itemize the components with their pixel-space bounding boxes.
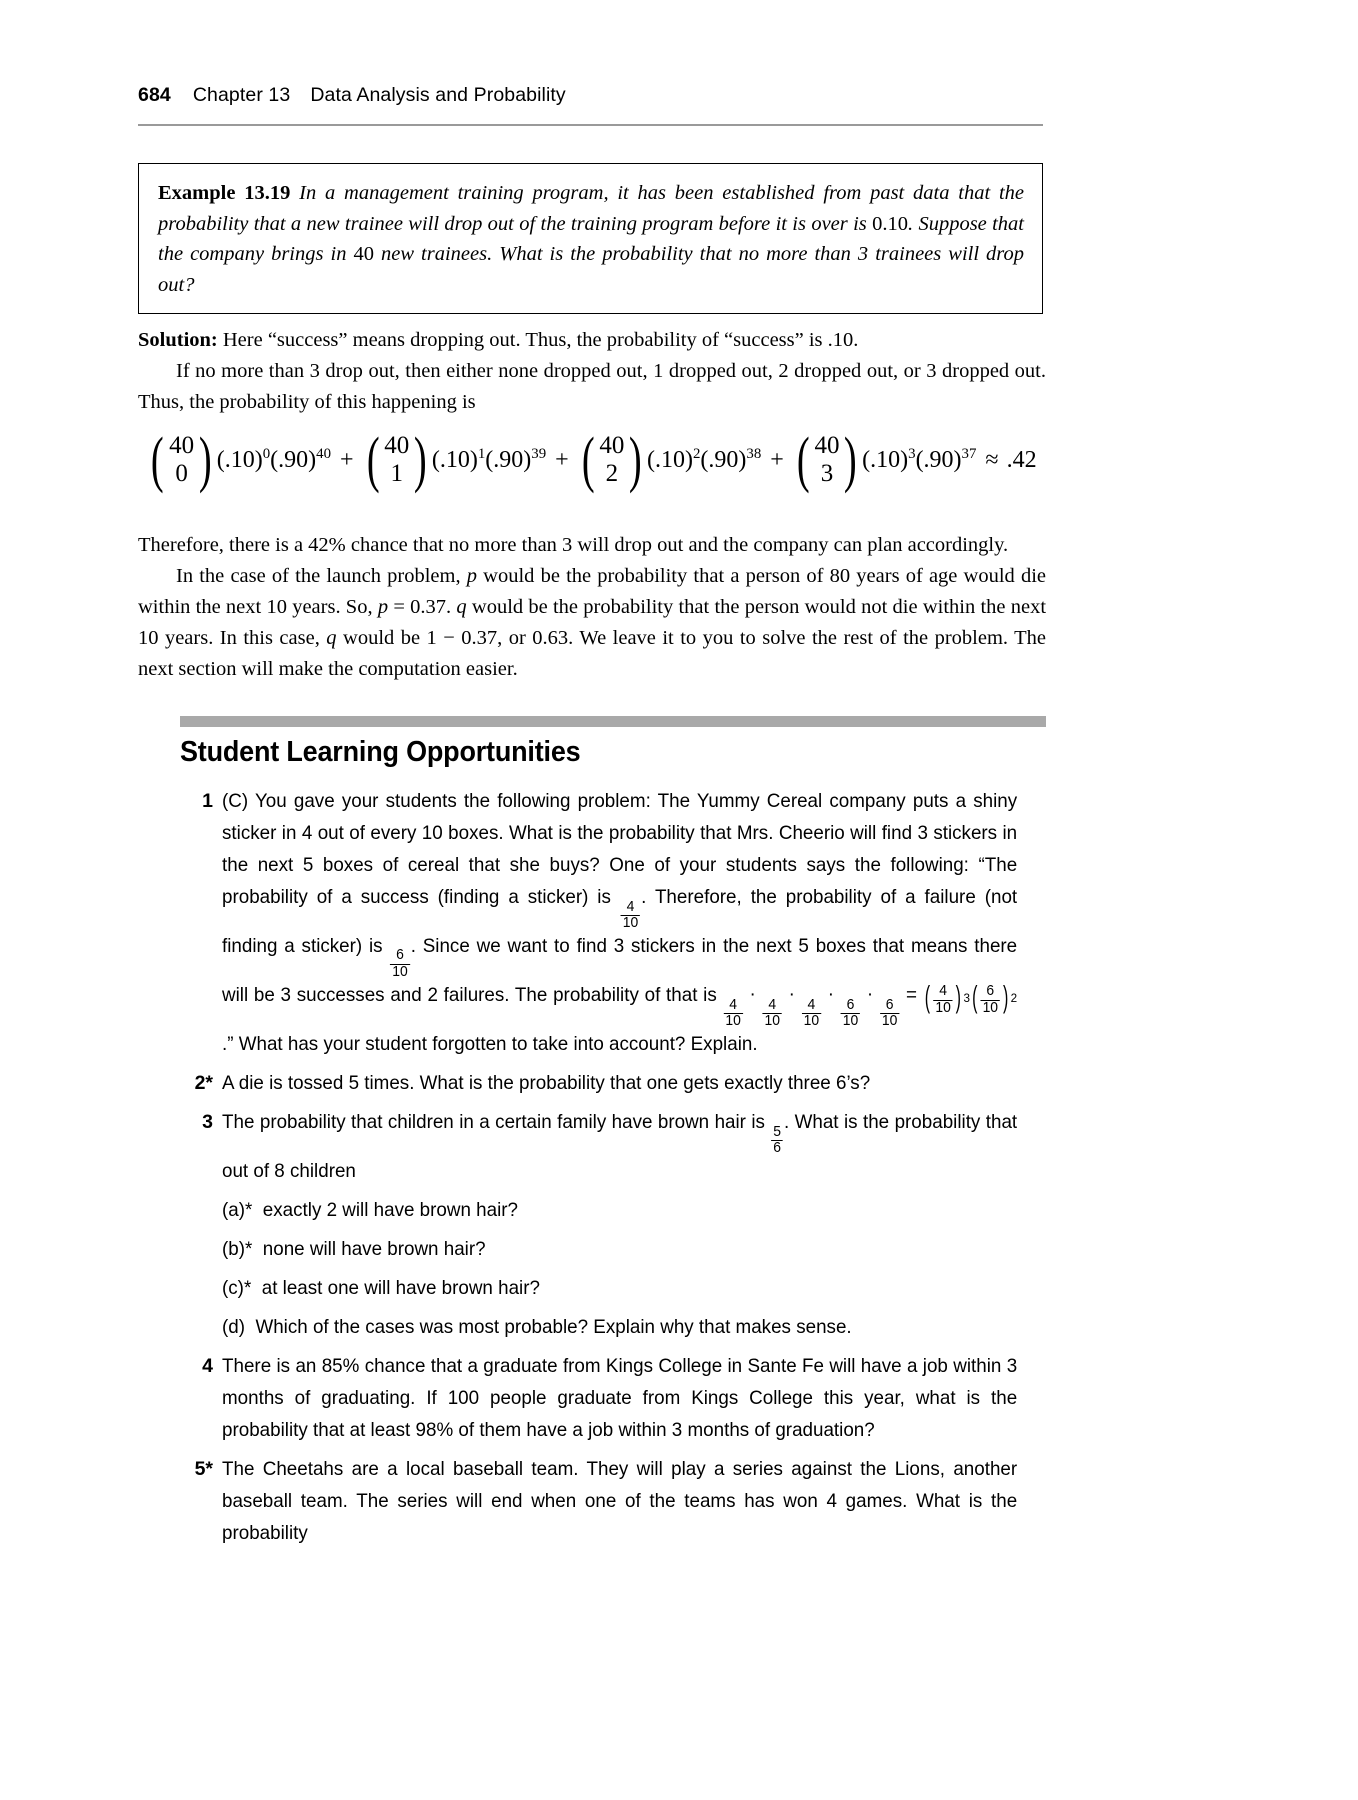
exercise-list	[180, 785, 1046, 1556]
exercise-number: 1	[202, 790, 213, 812]
binomial-coefficient	[363, 425, 431, 494]
paren-right: )	[1003, 981, 1009, 1015]
fraction	[981, 984, 1000, 1016]
exercise-item	[180, 1453, 1046, 1549]
subitem-body	[222, 1194, 1017, 1226]
exercise-text: (C) You gave your students the following problem: The Yummy Cereal company puts a shiny sticker in 4 out of every 10 boxes. What is the probability that Mrs. Cheerio will find 3 stickers in the next 5 boxes of cereal that she buys? One of your students says the following: “The probability of a success (finding a sticker) is $\frac{4}{10}$ . Therefore, the probability of a failure (not finding a sticker) is $\frac{6}{10}$ . Since we want to find 3 stickers in the next 5 boxes that means there will be 3 successes and 2 failures. The probability of that is $\frac{4}{10}$ · $\frac{4}{10}$ · $\frac{4}{10}$ · $\frac{6}{10}$ · $\frac{6}{10}$ = ( $\frac{4}{10}$ ) 3 ( $\frac{6}{10}$ ) 2 .” What has your student forgotten to take into account? Explain.	[222, 790, 1018, 1055]
example-value-2: 40	[353, 243, 374, 265]
paren-right: )	[198, 425, 212, 494]
running-head	[138, 84, 1043, 107]
paren-right: )	[844, 425, 858, 494]
conclusion-paragraph-2	[138, 561, 1046, 685]
exercise-number: 2*	[194, 1071, 213, 1094]
multiplication-dot: ·	[788, 983, 795, 1006]
plus-operator: +	[555, 446, 569, 473]
multiplication-dot: ·	[866, 983, 874, 1006]
chapter-label: Chapter 13	[192, 84, 291, 106]
variable-q-1: q	[456, 596, 467, 618]
solution-label: Solution:	[138, 329, 218, 351]
binomial-k: 1	[390, 460, 403, 487]
example-label: Example 13.19	[158, 182, 291, 204]
page-number: 684	[138, 84, 171, 106]
paren-right: )	[955, 981, 962, 1015]
fraction-denominator: 10	[392, 963, 408, 980]
solution-text-1: Here “success” means dropping out. Thus, the probability of “success” is .10.	[217, 329, 859, 351]
subitem-label: (c)*	[222, 1276, 262, 1299]
fraction	[880, 998, 899, 1030]
exercise-subitem	[180, 1311, 1046, 1343]
fraction	[763, 998, 782, 1030]
exercise-subitem	[180, 1194, 1046, 1226]
section-divider-bar	[180, 716, 1046, 727]
fraction-numerator: 6	[986, 983, 995, 1000]
exercise-item	[180, 785, 1046, 1060]
subitem-body	[222, 1233, 1017, 1265]
conclusion-block	[138, 530, 1046, 685]
subitem-text: none will have brown hair?	[262, 1237, 486, 1260]
subitem-body	[222, 1311, 1017, 1343]
exponent: 2	[1010, 991, 1018, 1006]
exercise-text: The probability that children in a certain family have brown hair is $\frac{5}{6}$ . What is the probability that out of 8 children	[222, 1110, 1018, 1182]
example-paragraph	[158, 178, 1024, 300]
fraction	[802, 998, 821, 1030]
binomial-stack	[168, 432, 195, 488]
exercise-item	[180, 1067, 1046, 1099]
variable-q-2: q	[326, 627, 337, 649]
fraction	[771, 1125, 783, 1157]
subitem-body	[222, 1272, 1017, 1304]
conclusion-text-e: would be 1 − 0.37, or 0.63. We leave it to you to solve the rest of the problem. The next section will make the computation easier.	[138, 627, 1046, 680]
subitem-text: Which of the cases was most probable? Explain why that makes sense.	[255, 1315, 852, 1338]
variable-p-1: p	[466, 565, 477, 587]
conclusion-text-b: would be the probability that a person of 80 years of age would die within the next 10 years. So,	[138, 565, 1047, 618]
binomial-k: 3	[820, 460, 834, 487]
formula-result: .42	[1006, 446, 1037, 473]
conclusion-paragraph-1: Therefore, there is a 42% chance that no more than 3 will drop out and the company can plan accordingly.	[138, 534, 1009, 556]
fraction-denominator: 10	[935, 999, 951, 1016]
subitem-label: (a)*	[222, 1198, 263, 1221]
fraction	[621, 900, 640, 932]
fraction	[841, 998, 860, 1030]
binomial-stack	[598, 432, 625, 488]
subitem-text: at least one will have brown hair?	[261, 1276, 540, 1299]
paren-right: )	[414, 425, 427, 494]
parenthesized-fraction-power	[923, 982, 970, 1014]
example-box	[138, 163, 1043, 314]
plus-operator: +	[340, 446, 354, 473]
subitem-label: (b)*	[222, 1237, 263, 1260]
exercise-number: 5*	[194, 1457, 213, 1480]
conclusion-text-a: In the case of the launch problem,	[176, 565, 461, 587]
exponent: 3	[963, 991, 970, 1006]
fraction-denominator: 10	[842, 1013, 859, 1030]
power-term: $(.10)^3(.90)^{37}$	[862, 446, 977, 473]
conclusion-text-d: would be the probability that the person would not die within the next 10 years. In this case,	[138, 596, 1047, 649]
fraction-numerator: 6	[885, 997, 894, 1014]
plus-operator: +	[770, 446, 784, 473]
binomial-n: 40	[169, 432, 195, 459]
fraction-denominator: 6	[773, 1139, 782, 1156]
power-term: $(.10)^0(.90)^{40}$	[216, 446, 331, 473]
binomial-coefficient	[793, 425, 861, 494]
fraction-numerator: 4	[729, 997, 737, 1014]
fraction-numerator: 4	[939, 983, 947, 1000]
fraction-numerator: 4	[807, 997, 816, 1014]
fraction-denominator: 10	[881, 1013, 898, 1030]
header-rule	[138, 124, 1043, 126]
example-text-2: . Suppose that the company brings in	[158, 212, 1025, 265]
fraction-numerator: 4	[768, 997, 777, 1014]
fraction-denominator: 10	[803, 1013, 820, 1030]
fraction	[723, 998, 742, 1030]
exercise-item	[180, 1350, 1046, 1446]
power-term: $(.10)^1(.90)^{39}$	[431, 446, 547, 473]
binomial-stack	[383, 432, 410, 488]
fraction-numerator: 4	[626, 898, 635, 915]
solution-paragraph-2: If no more than 3 drop out, then either none dropped out, 1 dropped out, 2 dropped out, or 3 dropped out. Thus, the probability of this happening is	[138, 360, 1046, 413]
multiplication-dot: ·	[827, 983, 835, 1006]
fraction-denominator: 10	[622, 915, 639, 932]
variable-p-2: p	[377, 596, 389, 618]
paren-left: (	[581, 425, 595, 494]
paren-right: )	[629, 425, 643, 494]
paren-left: (	[924, 981, 931, 1015]
example-text-1: In a management training program, it has been established from past data that the probability that a new trainee will drop out of the training program before it is over is	[158, 182, 1024, 235]
exercise-text: There is an 85% chance that a graduate from Kings College in Sante Fe will have a job within 3 months of graduating. If 100 people graduate from Kings College this year, what is the probability that at least 98% of them have a job within 3 months of graduation?	[222, 1354, 1018, 1441]
binomial-n: 40	[599, 432, 625, 459]
paren-left: (	[796, 425, 810, 494]
fraction-denominator: 10	[725, 1013, 741, 1030]
binomial-coefficient	[578, 425, 646, 494]
fraction	[390, 948, 409, 980]
fraction	[933, 984, 952, 1016]
section-heading: Student Learning Opportunities	[180, 736, 581, 768]
binomial-stack	[813, 432, 840, 488]
binomial-coefficient	[147, 425, 215, 494]
exercise-text: The Cheetahs are a local baseball team. They will play a series against the Lions, another baseball team. The series will end when one of the teams has won 4 games. What is the probability	[222, 1457, 1018, 1544]
display-formula	[138, 425, 1046, 494]
exercise-text: A die is tossed 5 times. What is the probability that one gets exactly three 6’s?	[222, 1071, 871, 1094]
exercise-item	[180, 1106, 1046, 1187]
conclusion-text-c: = 0.37.	[393, 596, 452, 618]
exercise-number: 4	[202, 1354, 213, 1377]
example-value-1: 0.10	[872, 212, 908, 235]
fraction-denominator: 10	[764, 1013, 780, 1030]
multiplication-dot: ·	[749, 983, 756, 1006]
fraction-numerator: 5	[773, 1123, 782, 1140]
formula-equation	[147, 425, 1037, 494]
solution-paragraph-1	[138, 325, 1046, 356]
paren-left: (	[972, 981, 978, 1015]
exercise-subitem	[180, 1272, 1046, 1304]
fraction-numerator: 6	[396, 947, 404, 964]
binomial-k: 2	[605, 460, 619, 487]
fraction-numerator: 6	[846, 997, 855, 1014]
subitem-text: exactly 2 will have brown hair?	[262, 1198, 518, 1221]
binomial-n: 40	[814, 432, 840, 459]
exercise-subitem	[180, 1233, 1046, 1265]
exercise-number: 3	[202, 1110, 213, 1133]
parenthesized-fraction-power	[970, 982, 1017, 1014]
power-term: $(.10)^2(.90)^{38}$	[647, 446, 762, 473]
binomial-n: 40	[384, 432, 410, 459]
fraction-denominator: 10	[982, 999, 999, 1016]
paren-left: (	[151, 425, 165, 494]
chapter-title: Data Analysis and Probability	[310, 84, 566, 106]
binomial-k: 0	[175, 460, 188, 487]
solution-block	[138, 325, 1046, 418]
subitem-label: (d)	[222, 1315, 256, 1338]
example-text-3: new trainees. What is the probability that no more than 3 trainees will drop out?	[158, 243, 1025, 296]
paren-left: (	[366, 425, 380, 494]
approx-operator: ≈	[985, 446, 999, 473]
